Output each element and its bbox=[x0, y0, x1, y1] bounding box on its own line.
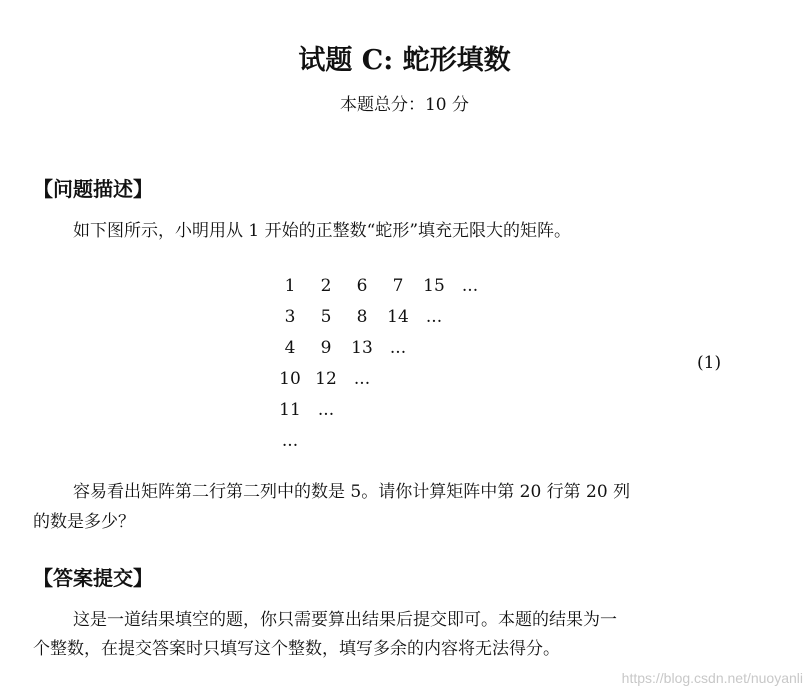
matrix-row bbox=[272, 400, 512, 431]
matrix-cell: ... bbox=[425, 307, 443, 327]
matrix-row bbox=[272, 338, 512, 369]
matrix-cell: 10 bbox=[279, 369, 301, 389]
problem-score: 本题总分：10 分 bbox=[339, 95, 470, 115]
matrix-row bbox=[272, 369, 512, 400]
watermark: https://blog.csdn.net/nuoyanli bbox=[621, 670, 803, 686]
snake-matrix bbox=[272, 276, 512, 466]
matrix-cell: 9 bbox=[320, 338, 332, 358]
section-heading-description: 【问题描述】 bbox=[33, 177, 153, 201]
section-heading-submission: 【答案提交】 bbox=[33, 566, 153, 590]
matrix-cell: 8 bbox=[356, 307, 368, 327]
problem-title: 试题 C: 蛇形填数 bbox=[298, 45, 511, 76]
description-paragraph: 如下图所示，小明用从 1 开始的正整数“蛇形”填充无限大的矩阵。 bbox=[73, 221, 572, 241]
matrix-cell: 1 bbox=[284, 276, 296, 296]
matrix-cell: 3 bbox=[284, 307, 296, 327]
matrix-cell: 13 bbox=[351, 338, 373, 358]
matrix-cell: ... bbox=[389, 338, 407, 358]
question-line-1: 容易看出矩阵第二行第二列中的数是 5。请你计算矩阵中第 20 行第 20 列 bbox=[73, 482, 631, 502]
matrix-cell: 14 bbox=[387, 307, 409, 327]
question-line-2: 的数是多少？ bbox=[33, 512, 135, 532]
matrix-cell: 6 bbox=[356, 276, 368, 296]
matrix-cell: ... bbox=[353, 369, 371, 389]
matrix-row bbox=[272, 307, 512, 338]
matrix-cell: 5 bbox=[320, 307, 332, 327]
matrix-row bbox=[272, 276, 512, 307]
matrix-cell: ... bbox=[317, 400, 335, 420]
matrix-row bbox=[272, 431, 512, 462]
submission-line-2: 个整数，在提交答案时只填写这个整数，填写多余的内容将无法得分。 bbox=[33, 639, 560, 659]
matrix-cell: 4 bbox=[284, 338, 296, 358]
matrix-cell: ... bbox=[461, 276, 479, 296]
matrix-cell: 7 bbox=[392, 276, 404, 296]
matrix-cell: 12 bbox=[315, 369, 337, 389]
submission-line-1: 这是一道结果填空的题，你只需要算出结果后提交即可。本题的结果为一 bbox=[73, 610, 617, 630]
matrix-cell: ... bbox=[281, 431, 299, 451]
matrix-cell: 11 bbox=[279, 400, 301, 420]
matrix-cell: 15 bbox=[423, 276, 445, 296]
equation-number: (1) bbox=[697, 353, 722, 373]
matrix-cell: 2 bbox=[320, 276, 332, 296]
